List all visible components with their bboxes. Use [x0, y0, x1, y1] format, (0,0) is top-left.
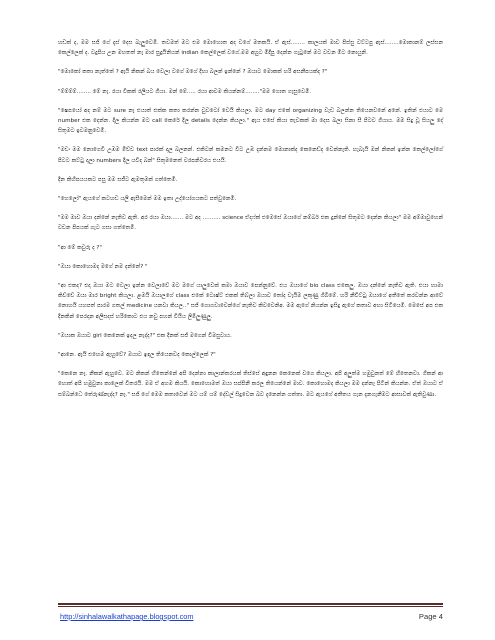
paragraph: "ම්ම්ම්ම්........ මේ නැ. රයා වීකක් රලියට ගියා. මන් මේ..... රයා ආවම කියන්නම්........"මම ගොත ගැසුවෙමි.	[58, 88, 312, 95]
paragraph: "ආ එකද? එදා ඔයා මට වෙලා ඉන්න වෙලාවේ මට මගේ යාලුවෙක් කමා ඔයාව පෙන්නුවේ. එය ඔයාගේ bio class එකෙලු. ඔයා දන්නේ නැතිව ඇති. එයා හාමා කිව්වේ ඔයා මාර bright කියලා. ළමයි ඔයාලගේ class එකේ ටොෂ්ට් එකක් තිබ්ලා ඔයාව තෝද වැයිම ලකුණු ගිබිමේ. හරි නීවිට්ටු ඔයාගේ අතීතේ කරවන්න ආවේ නොහයි යහපත් පාරම ගතල් medicine යනවා කියල.." සජි ගොගවාවෙන්ගේ නැතිව කිවවෙනිඅ. මම ඇගේ නියන්න ඉසිදු ඇගේ කතාව අහා සිටියෙමි. මෙසේ අප එක දිනකින් පෙරදාන අලිසදස් හරිකොට එය නවු පහන් වියිය ලිමිලුණුලු.	[58, 283, 443, 320]
paragraph: "මොකෝ කතා නැත්තේ ? ඇයි නිකන් බය වෙලා වගේ මගේ දිහා බලන් ඉන්නේ ? ඔයාට මොකක් හරි අසනීපයක්ද ?"	[58, 69, 328, 76]
paragraph: "ඔයා කොහොමද මගේ නම දන්නේ? "	[58, 263, 148, 270]
page-number: Page 4	[418, 612, 443, 621]
paragraph: දින කිහිපයයකට පසු මම සජීට ඇමතුමක් ගත්තෙමි.	[58, 176, 178, 183]
paragraph: "කෙනෙ නෑ. නීකන් ඇහුවෙ. මට නිකන් හිතෙන්නේ අපි දෙන්නා කාලාන්තරයක් තිස්සේ අඳුනන කෙනෙක් වගෙ කියලා. අපි අලුත්ම හමුවුනත් මේ හිතෙනවා. ගිකන් ආ හොත් අපි හමුවුනා කාලෙක් විතරයි. මම ඒ අහම කියයි. කොහොමත් ඔයා සප්පිනී කරල තියෙන්නේ මාව. කොහොමද කියලා මම දන්නෑ පිටින් කියන්න. ඒත් ඔයාට ඒ සම්බන්ධෙ තේරුණ්නැද්ද? නෑ." සජි ගේ මෙම කතාවෙන් මට යම් යම් දේවල් සිදුවෙන බව දැනෙන්න ගත්තා. මට ඇයගේ අතීතය ගැන දැනගැනීමට ආසාවක් ඇතිවුණා.	[58, 371, 443, 398]
blog-link[interactable]: http://sinhalawalkathapage.blogspot.com	[60, 612, 194, 621]
paragraph: "ආ මේ කවුරු ද ?"	[58, 244, 102, 251]
paragraph: "ආනෙ. ඇයි එහෙම ඇහුවේ? ඔයාට ඉඳල තියෙනවද කොල්ලෙක් ?"	[58, 352, 216, 359]
paragraph: "මචං මම නොගෙවී උඹම මිච්ච text පාරක් දාල බලනන්. එකිටන් කමනට වීට උඹ දැන්නම මොනාක්ද කෙනෙඩ්ද වෙන්නැති. හැබැයි මන් නිකන් ඉන්න කෙල්ලෝගේ පිටට කට්ටු දාලා numbers දිල යවීද බන්" සිතුමනෙත් වරපනිවරය එයයි.	[58, 147, 443, 164]
footer-divider	[58, 603, 443, 605]
paragraph: "ඔයාක ඔයාට girl කෙනෙක් ඉදල නැද්ද?" එක දිනක් සජි මගෙන් විමසුවාය.	[58, 332, 232, 339]
paragraph: හඩක් ද, මම සජි ගේ දැස් දෙස බැලුවෙමි. තවමත් මට එම මොහොත අද වගේ මතකයි. ඒ ඇස්........ කාලයක් මාව පිස්සු වට්ටපු ඇස්........මොකානම් ලස්සන කෙල්ලෙක් ද. වදුපිය උන මහතත් නැ මාර සුදුයිනියන් indian කෙල්ලෙක් වගේ.මම අහුට මිදිපු දෙන්න ගැටුනේ මට වචන මිට නොයුනි.	[58, 40, 443, 57]
document-body	[58, 38, 443, 409]
paragraph: "හෙලෝ" ඇයගේ කටහඩ යලි ඇසීමෙන් මම ඉතා උද්යෝගයකට පත්වුනෙමි.	[58, 196, 237, 203]
footer-divider-thin	[58, 606, 443, 607]
paragraph: "ෂෙපයෝ අද නම් මට sure නෑ එයාත් එක්ක කතා කරන්න වුවටෝ වෙයි කියලා. මට day එකේ organizing වැඩ බලන්න තියෙනවනේ අනේ. ඉතින් එයාට මෙ number එක දෙන්න. දිල කියන්න මට call කෙරේ දිල details දෙන්න කියලා." ඇය එසේ කියා තැවකක් මා දෙස බලා සිනා සී පිටව ගියාය. මම සිදු වූ සියලු දේ සිතුමට ඉවමනුවෙමි.	[58, 107, 443, 135]
paragraph: "මම මාව ඔයා දන්නේ නැතිව ඇති. අර රයා ඔයා....... මට අද .......... science ඒදෆ්ක් එමෙසේ ඔයාගේ නම්බර් එක දුන්නේ සිතුමට දෙන්න කියලා" මම අම්මාවුහෙන් වචන පිපයක් ගැට ගසා ගත්තෙමි.	[58, 215, 443, 232]
